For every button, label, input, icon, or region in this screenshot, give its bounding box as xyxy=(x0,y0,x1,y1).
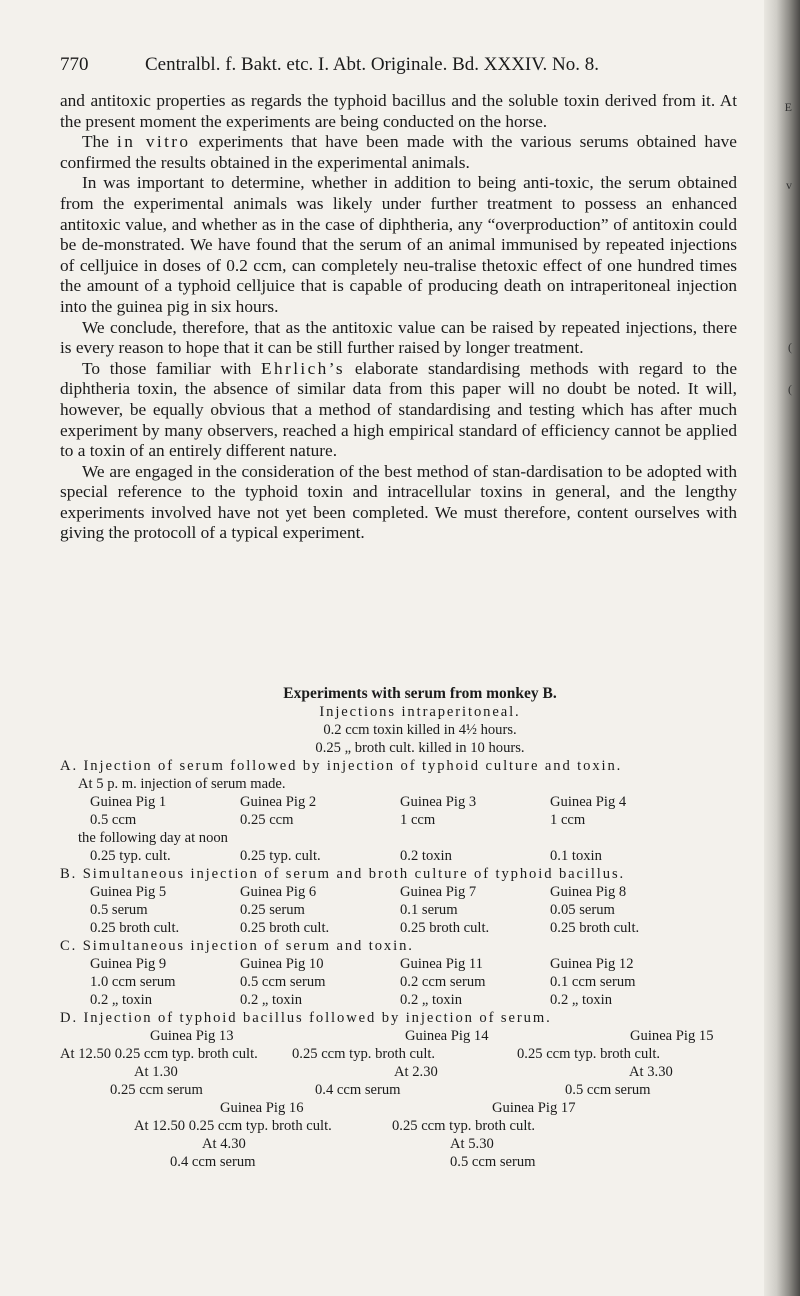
facing-page-edge xyxy=(764,0,800,1296)
section-a-serum: 0.5 ccm 0.25 ccm 1 ccm 1 ccm xyxy=(90,812,586,828)
section-d-times: At 1.30 At 2.30 At 3.30 xyxy=(134,1064,673,1080)
section-d-serum2: 0.4 ccm serum 0.5 ccm serum xyxy=(170,1154,536,1170)
section-c-serum: 1.0 ccm serum 0.5 ccm serum 0.2 ccm serum 0.1 ccm serum xyxy=(90,974,636,990)
section-d-pigs: Guinea Pig 13 Guinea Pig 14 Guinea Pig 15 xyxy=(150,1028,714,1044)
running-title: Centralbl. f. Bakt. etc. I. Abt. Originale. Bd. XXXIV. No. 8. xyxy=(145,54,599,75)
section-d-pigs2: Guinea Pig 16 Guinea Pig 17 xyxy=(220,1100,576,1116)
section-a-pigs: Guinea Pig 1 Guinea Pig 2 Guinea Pig 3 Guinea Pig 4 xyxy=(90,794,627,810)
section-b-pigs: Guinea Pig 5 Guinea Pig 6 Guinea Pig 7 Guinea Pig 8 xyxy=(90,884,627,900)
edge-letter: v xyxy=(786,178,792,192)
edge-letter: ( xyxy=(788,340,792,354)
paragraph: and antitoxic properties as regards the typhoid bacillus and the soluble toxin derived from it. At the present moment the experiments are being conducted on the horse. xyxy=(60,91,737,131)
dose-line: 0.2 ccm toxin killed in 4½ hours. xyxy=(323,722,517,738)
section-d-times2: At 4.30 At 5.30 xyxy=(202,1136,494,1152)
section-b-heading: B. Simultaneous injection of serum and broth culture of typhoid bacillus. xyxy=(60,866,626,882)
paragraph: The in vitro experiments that have been made with the various serums obtained have confirmed the results obtained in the experimental animals. xyxy=(60,132,737,172)
paragraph: In was important to determine, whether in addition to being anti-toxic, the serum obtained from the experimental animals was likely under further treatment to possess an enhanced antitoxic value, and whether as in the case of diphtheria, any “overproduction” of antitoxin could be de-monstrated. We have found that the serum of an animal immunised by repeated injections of celljuice in doses of 0.2 ccm, can completely neu-tralise thetoxic effect of one hundred times the amount of a typhoid celljuice that is capable of producing death on intraperitoneal injection into the guinea pig in six hours. xyxy=(60,173,737,316)
paragraph: To those familiar with Ehrlich’s elaborate standardising methods with regard to the diphtheria toxin, the absence of similar data from this paper will no doubt be noted. It will, however, be equally obvious that a method of standardising and testing which has after much experiment by many observers, reached a high empirical standard of efficiency cannot be applied to a toxin of an entirely different nature. xyxy=(60,358,737,461)
section-c-heading: C. Simultaneous injection of serum and toxin. xyxy=(60,938,414,954)
section-d-cult2: At 12.50 0.25 ccm typ. broth cult. 0.25 ccm typ. broth cult. xyxy=(134,1118,536,1134)
paragraph: We conclude, therefore, that as the antitoxic value can be raised by repeated injections, there is every reason to hope that it can be still further raised by longer treatment. xyxy=(60,317,737,358)
section-c-pigs: Guinea Pig 9 Guinea Pig 10 Guinea Pig 11 Guinea Pig 12 xyxy=(90,956,634,972)
emphasis: in vitro xyxy=(117,132,191,152)
experiment-protocol xyxy=(60,685,740,1171)
page-number: 770 xyxy=(60,54,89,75)
section-c-toxin: 0.2 „ toxin 0.2 „ toxin 0.2 „ toxin 0.2 „ toxin xyxy=(90,992,613,1008)
section-a-next: the following day at noon xyxy=(78,830,228,846)
section-a-note: At 5 p. m. injection of serum made. xyxy=(78,776,286,792)
section-b-cult: 0.25 broth cult. 0.25 broth cult. 0.25 broth cult. 0.25 broth cult. xyxy=(90,920,640,936)
section-a-doses: 0.25 typ. cult. 0.25 typ. cult. 0.2 toxin 0.1 toxin xyxy=(90,848,602,864)
section-d-cult: At 12.50 0.25 ccm typ. broth cult. 0.25 ccm typ. broth cult. 0.25 ccm typ. broth cult. xyxy=(60,1046,661,1062)
section-b-serum: 0.5 serum 0.25 serum 0.1 serum 0.05 serum xyxy=(90,902,615,918)
body-text xyxy=(60,91,737,544)
author-name: Ehrlich’s xyxy=(261,358,346,378)
section-a-heading: A. Injection of serum followed by injection of typhoid culture and toxin. xyxy=(60,758,623,774)
section-d-serum: 0.25 ccm serum 0.4 ccm serum 0.5 ccm serum xyxy=(110,1082,651,1098)
section-d-heading: D. Injection of typhoid bacillus followed by injection of serum. xyxy=(60,1010,552,1026)
paragraph: We are engaged in the consideration of the best method of stan-dardisation to be adopted with special reference to the typhoid toxin and intracellular toxins in general, and the lengthy experiments involved have not yet been completed. We must therefore, content ourselves with giving the protocoll of a typical experiment. xyxy=(60,461,737,543)
edge-letter: ( xyxy=(788,382,792,396)
protocol-subtitle: Injections intraperitoneal. xyxy=(319,704,521,720)
page-header xyxy=(60,54,720,78)
dose-line: 0.25 „ broth cult. killed in 10 hours. xyxy=(315,740,525,756)
protocol-title: Experiments with serum from monkey B. xyxy=(283,685,557,702)
edge-letter: E xyxy=(784,100,792,114)
